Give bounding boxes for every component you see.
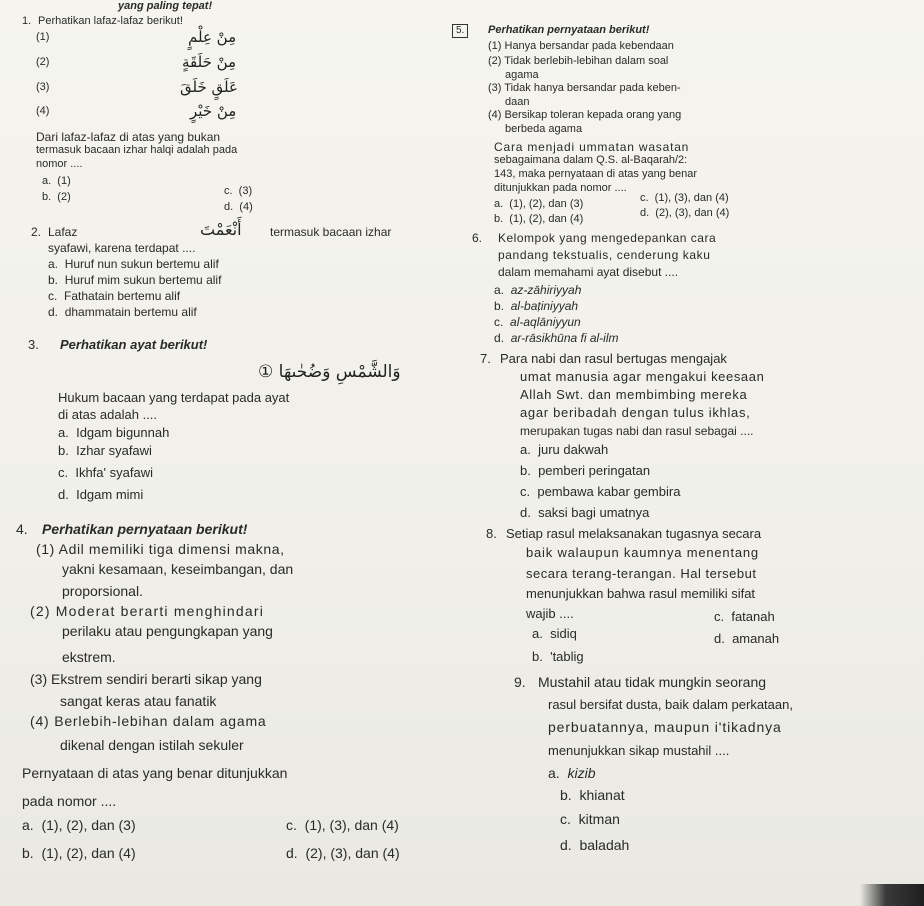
q9-line-1: Mustahil atau tidak mungkin seorang	[538, 674, 767, 690]
q5-stem-1: Cara menjadi ummatan wasatan	[494, 140, 690, 154]
q4-statement-2a: (2) Moderat berarti menghindari	[30, 603, 265, 619]
q8-option-b[interactable]: b. 'tablig	[532, 649, 584, 664]
q4-statement-1c: proporsional.	[62, 583, 143, 599]
q7-option-b[interactable]: b. pemberi peringatan	[520, 463, 651, 478]
q2-number: 2.	[31, 225, 42, 239]
q8-line-3: secara terang-terangan. Hal tersebut	[526, 566, 757, 581]
q3-stem-2: di atas adalah ....	[58, 407, 158, 422]
q1-option-d[interactable]: d. (4)	[224, 201, 253, 213]
q8-option-c[interactable]: c. fatanah	[714, 609, 775, 624]
q7-option-a[interactable]: a. juru dakwah	[520, 442, 609, 457]
q9-line-4: menunjukkan sikap mustahil ....	[548, 743, 730, 758]
q4-statement-4a: (4) Berlebih-lebihan dalam agama	[30, 713, 267, 729]
q1-number: 1.	[22, 15, 32, 27]
q8-line-1: Setiap rasul melaksanakan tugasnya secara	[506, 526, 762, 541]
q1-prompt: Perhatikan lafaz-lafaz berikut!	[38, 15, 183, 27]
q2-option-c[interactable]: c. Fathatain bertemu alif	[48, 289, 181, 303]
q4-statement-1b: yakni kesamaan, keseimbangan, dan	[62, 561, 294, 577]
q3-prompt: Perhatikan ayat berikut!	[60, 337, 208, 352]
q7-option-d[interactable]: d. saksi bagi umatnya	[520, 505, 650, 520]
q6-option-d[interactable]: d. ar-rāsikhūna fi al-ilm	[494, 331, 619, 345]
q1-item-2-label: (2)	[36, 56, 50, 68]
q4-option-d[interactable]: d. (2), (3), dan (4)	[286, 845, 400, 861]
q7-number: 7.	[480, 351, 491, 366]
q5-option-a[interactable]: a. (1), (2), dan (3)	[494, 198, 584, 210]
q5-stem-3: 143, maka pernyataan di atas yang benar	[494, 168, 698, 180]
q6-number: 6.	[472, 231, 483, 245]
q5-option-c[interactable]: c. (1), (3), dan (4)	[640, 192, 729, 204]
q7-option-c[interactable]: c. pembawa kabar gembira	[520, 484, 681, 499]
q3-number: 3.	[28, 337, 39, 352]
q8-option-d[interactable]: d. amanah	[714, 631, 780, 646]
q2-arabic: أَنْعَمْتَ	[200, 220, 242, 239]
q6-option-b[interactable]: b. al-baṭiniyyah	[494, 299, 579, 313]
q4-option-b[interactable]: b. (1), (2), dan (4)	[22, 845, 136, 861]
q5-number-box: 5.	[452, 24, 468, 38]
q5-statement-1: (1) Hanya bersandar pada kebendaan	[488, 40, 674, 52]
q9-option-c[interactable]: c. kitman	[560, 811, 620, 827]
q4-statement-4b: dikenal dengan istilah sekuler	[60, 737, 244, 753]
q4-stem-1: Pernyataan di atas yang benar ditunjukkan	[22, 765, 288, 781]
q6-line-1: Kelompok yang mengedepankan cara	[498, 231, 717, 245]
q3-option-c[interactable]: c. Ikhfa' syafawi	[58, 465, 153, 480]
q7-line-2: umat manusia agar mengakui keesaan	[520, 369, 765, 384]
q5-statement-4a: (4) Bersikap toleran kepada orang yang	[488, 109, 682, 121]
q1-item-4-arabic: مِنْ خَيْرٍ	[190, 102, 237, 120]
q8-option-a[interactable]: a. sidiq	[532, 626, 577, 641]
q9-number: 9.	[514, 674, 526, 690]
q3-stem-1: Hukum bacaan yang terdapat pada ayat	[58, 390, 290, 405]
q5-statement-3b: daan	[505, 96, 530, 108]
q4-prompt: Perhatikan pernyataan berikut!	[42, 521, 248, 537]
q8-line-4: menunjukkan bahwa rasul memiliki sifat	[526, 586, 756, 601]
q8-line-5: wajib ....	[526, 606, 574, 621]
q2-option-a[interactable]: a. Huruf nun sukun bertemu alif	[48, 257, 219, 271]
q1-stem-2: termasuk bacaan izhar halqi adalah pada	[36, 144, 238, 156]
q5-statement-4b: berbeda agama	[505, 123, 583, 135]
q1-item-1-label: (1)	[36, 31, 50, 43]
q9-option-a[interactable]: a. kizib	[548, 765, 596, 781]
q4-stem-2: pada nomor ....	[22, 793, 117, 809]
q6-line-3: dalam memahami ayat disebut ....	[498, 265, 679, 279]
q4-statement-3b: sangat keras atau fanatik	[60, 693, 217, 709]
q1-option-a[interactable]: a. (1)	[42, 175, 71, 187]
q5-statement-3a: (3) Tidak hanya bersandar pada keben-	[488, 82, 681, 94]
q3-option-a[interactable]: a. Idgam bigunnah	[58, 425, 170, 440]
q9-option-b[interactable]: b. khianat	[560, 787, 625, 803]
page-header: yang paling tepat!	[118, 0, 213, 12]
photo-edge-shadow	[860, 884, 924, 906]
q7-line-3: Allah Swt. dan membimbing mereka	[520, 387, 748, 402]
q2-prompt-post: termasuk bacaan izhar	[270, 225, 392, 239]
q5-option-b[interactable]: b. (1), (2), dan (4)	[494, 213, 584, 225]
q8-number: 8.	[486, 526, 497, 541]
q7-line-5: merupakan tugas nabi dan rasul sebagai ....	[520, 424, 754, 438]
q5-prompt: Perhatikan pernyataan berikut!	[488, 24, 650, 36]
q2-option-b[interactable]: b. Huruf mim sukun bertemu alif	[48, 273, 222, 287]
q9-line-3: perbuatannya, maupun i'tikadnya	[548, 719, 782, 735]
q5-statement-2a: (2) Tidak berlebih-lebihan dalam soal	[488, 55, 669, 67]
q1-item-3-label: (3)	[36, 81, 50, 93]
q6-option-a[interactable]: a. az-zāhiriyyah	[494, 283, 582, 297]
q1-item-4-label: (4)	[36, 105, 50, 117]
q8-line-2: baik walaupun kaumnya menentang	[526, 545, 759, 560]
q7-line-1: Para nabi dan rasul bertugas mengajak	[500, 351, 727, 366]
q4-statement-2b: perilaku atau pengungkapan yang	[62, 623, 273, 639]
q9-line-2: rasul bersifat dusta, baik dalam perkataan,	[548, 697, 793, 712]
q1-item-2-arabic: مِنْ حَلَقَةٍ	[182, 53, 237, 71]
q1-item-1-arabic: مِنْ عِلْمٍ	[188, 28, 237, 46]
q4-number: 4.	[16, 521, 28, 537]
q4-option-c[interactable]: c. (1), (3), dan (4)	[286, 817, 399, 833]
q2-prompt-2: syafawi, karena terdapat ....	[48, 241, 196, 255]
q4-option-a[interactable]: a. (1), (2), dan (3)	[22, 817, 136, 833]
q5-statement-2b: agama	[505, 69, 539, 81]
q7-line-4: agar beribadah dengan tulus ikhlas,	[520, 405, 751, 420]
q1-stem-1: Dari lafaz-lafaz di atas yang bukan	[36, 130, 221, 144]
q3-arabic-verse: وَالشَّمْسِ وَضُحٰىهَا ①	[258, 362, 401, 382]
q4-statement-3a: (3) Ekstrem sendiri berarti sikap yang	[30, 671, 262, 687]
q3-option-b[interactable]: b. Izhar syafawi	[58, 443, 152, 458]
q1-stem-3: nomor ....	[36, 158, 83, 170]
q6-option-c[interactable]: c. al-aqlāniyyun	[494, 315, 581, 329]
q5-stem-4: ditunjukkan pada nomor ....	[494, 182, 627, 194]
q4-statement-2c: ekstrem.	[62, 649, 116, 665]
q6-line-2: pandang tekstualis, cenderung kaku	[498, 248, 711, 262]
q4-statement-1a: (1) Adil memiliki tiga dimensi makna,	[36, 541, 285, 557]
q1-option-c[interactable]: c. (3)	[224, 185, 253, 197]
q5-stem-2: sebagaimana dalam Q.S. al-Baqarah/2:	[494, 154, 688, 166]
q9-option-d[interactable]: d. baladah	[560, 837, 630, 853]
q2-prompt-pre: Lafaz	[48, 225, 78, 239]
q3-option-d[interactable]: d. Idgam mimi	[58, 487, 144, 502]
q1-item-3-arabic: عَلَقٍ خَلَقَ	[180, 78, 238, 96]
q1-option-b[interactable]: b. (2)	[42, 191, 71, 203]
q5-option-d[interactable]: d. (2), (3), dan (4)	[640, 207, 730, 219]
q2-option-d[interactable]: d. dhammatain bertemu alif	[48, 305, 197, 319]
